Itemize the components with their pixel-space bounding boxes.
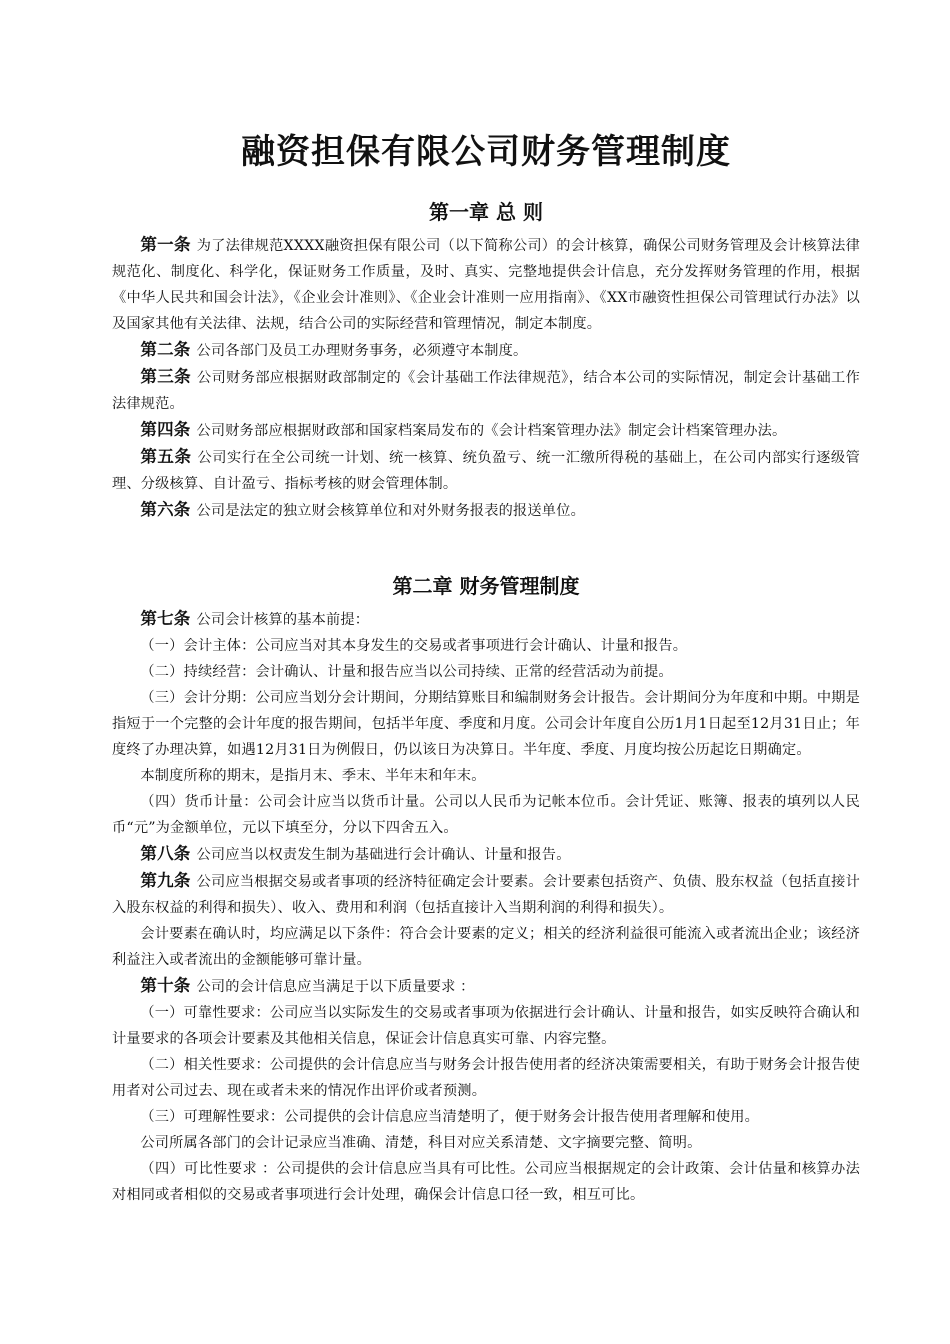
paragraph xyxy=(112,417,860,444)
paragraph-text: （四）货币计量：公司会计应当以货币计量。公司以人民币为记帐本位币。会计凭证、账簿、报表的填列以人民币“元”为金额单位，元以下填至分，分以下四舍五入。 xyxy=(112,794,860,836)
paragraph xyxy=(112,1052,860,1104)
article-label: 第二条 xyxy=(140,340,191,359)
article-text: 公司应当以权责发生制为基础进行会计确认、计量和报告。 xyxy=(196,847,571,863)
paragraph xyxy=(112,1000,860,1052)
paragraph xyxy=(112,763,860,789)
paragraph-text: 公司所属各部门的会计记录应当准确、清楚，科目对应关系清楚、文字摘要完整、简明。 xyxy=(140,1135,702,1151)
article-label: 第一条 xyxy=(140,235,191,254)
article-text: 公司会计核算的基本前提： xyxy=(196,612,370,628)
paragraph xyxy=(112,1104,860,1130)
article-label: 第三条 xyxy=(140,367,192,386)
article-text: 公司各部门及员工办理财务事务，必须遵守本制度。 xyxy=(196,343,528,359)
paragraph-text: （一）可靠性要求：公司应当以实际发生的交易或者事项为依据进行会计确认、计量和报告，如实反映符合确认和计量要求的各项会计要素及其他相关信息，保证会计信息真实可靠、内容完整。 xyxy=(112,1005,860,1047)
paragraph xyxy=(112,232,860,337)
article-label: 第九条 xyxy=(140,871,191,890)
paragraph xyxy=(112,685,860,763)
paragraph xyxy=(112,973,860,1000)
paragraph-text: （一）会计主体：公司应当对其本身发生的交易或者事项进行会计确认、计量和报告。 xyxy=(140,638,688,654)
paragraph-text: （三）会计分期：公司应当划分会计期间，分期结算账目和编制财务会计报告。会计期间分为年度和中期。中期是指短于一个完整的会计年度的报告期间，包括半年度、季度和月度。公司会计年度自公历1月1日起至12月31日止；年度终了办理决算，如遇12月31日为例假日，仍以该日为决算日。半年度、季度、月度均按公历起讫日期确定。 xyxy=(112,690,860,758)
article-text: 公司实行在全公司统一计划、统一核算、统负盈亏、统一汇缴所得税的基础上，在公司内部实行逐级管理、分级核算、自计盈亏、指标考核的财会管理体制。 xyxy=(112,450,860,492)
paragraph xyxy=(112,633,860,659)
article-label: 第八条 xyxy=(140,844,191,863)
paragraph xyxy=(112,1156,860,1208)
article-label: 第四条 xyxy=(140,420,191,439)
paragraph-text: （三）可理解性要求：公司提供的会计信息应当清楚明了，便于财务会计报告使用者理解和使用。 xyxy=(140,1109,760,1125)
paragraph xyxy=(112,659,860,685)
paragraph xyxy=(112,868,860,921)
document-title: 融资担保有限公司财务管理制度 xyxy=(241,132,731,172)
article-label: 第五条 xyxy=(140,447,192,466)
paragraph xyxy=(112,789,860,841)
paragraph xyxy=(112,1130,860,1156)
paragraph-text: （二）相关性要求：公司提供的会计信息应当与财务会计报告使用者的经济决策需要相关，有助于财务会计报告使用者对公司过去、现在或者未来的情况作出评价或者预测。 xyxy=(112,1057,860,1099)
paragraph xyxy=(112,497,860,524)
paragraph-text: （四）可比性要求 ：公司提供的会计信息应当具有可比性。公司应当根据规定的会计政策、会计估量和核算办法对相同或者相似的交易或者事项进行会计处理，确保会计信息口径一致，相互可比。 xyxy=(112,1161,860,1203)
paragraph-text: （二）持续经营：会计确认、计量和报告应当以公司持续、正常的经营活动为前提。 xyxy=(140,664,673,680)
chapter-2-body xyxy=(112,606,860,1208)
paragraph xyxy=(112,921,860,973)
article-label: 第七条 xyxy=(140,609,191,628)
paragraph xyxy=(112,444,860,497)
article-label: 第六条 xyxy=(140,500,191,519)
chapter-2-heading: 第二章 财务管理制度 xyxy=(392,574,580,598)
article-text: 公司是法定的独立财会核算单位和对外财务报表的报送单位。 xyxy=(196,503,585,519)
article-text: 为了法律规范XXXX融资担保有限公司（以下简称公司）的会计核算，确保公司财务管理及会计核算法律规范化、制度化、科学化，保证财务工作质量，及时、真实、完整地提供会计信息，充分发挥财务管理的作用，根据《中华人民共和国会计法》，《企业会计准则》、《企业会计准则一应用指南》、《XX市融资性担保公司管理试行办法》以及国家其他有关法律、法规，结合公司的实际经营和管理情况，制定本制度。 xyxy=(112,238,860,332)
paragraph xyxy=(112,606,860,633)
article-text: 公司的会计信息应当满足于以下质量要求 ： xyxy=(196,979,475,995)
paragraph xyxy=(112,337,860,364)
paragraph-text: 会计要素在确认时，均应满足以下条件：符合会计要素的定义；相关的经济利益很可能流入或者流出企业；该经济利益注入或者流出的金额能够可靠计量。 xyxy=(112,926,860,968)
chapter-1-body xyxy=(112,232,860,524)
paragraph xyxy=(112,364,860,417)
paragraph xyxy=(112,841,860,868)
article-text: 公司财务部应根据财政部制定的《会计基础工作法律规范》，结合本公司的实际情况，制定会计基础工作法律规范。 xyxy=(112,370,860,412)
article-text: 公司应当根据交易或者事项的经济特征确定会计要素。会计要素包括资产、负债、股东权益（包括直接计入股东权益的利得和损失）、收入、费用和利润（包括直接计入当期利润的利得和损失）。 xyxy=(112,874,860,916)
article-text: 公司财务部应根据财政部和国家档案局发布的《会计档案管理办法》制定会计档案管理办法。 xyxy=(196,423,787,439)
paragraph-text: 本制度所称的期末，是指月末、季末、半年末和年末。 xyxy=(140,768,486,784)
chapter-1-heading: 第一章 总 则 xyxy=(429,200,543,224)
article-label: 第十条 xyxy=(140,976,191,995)
